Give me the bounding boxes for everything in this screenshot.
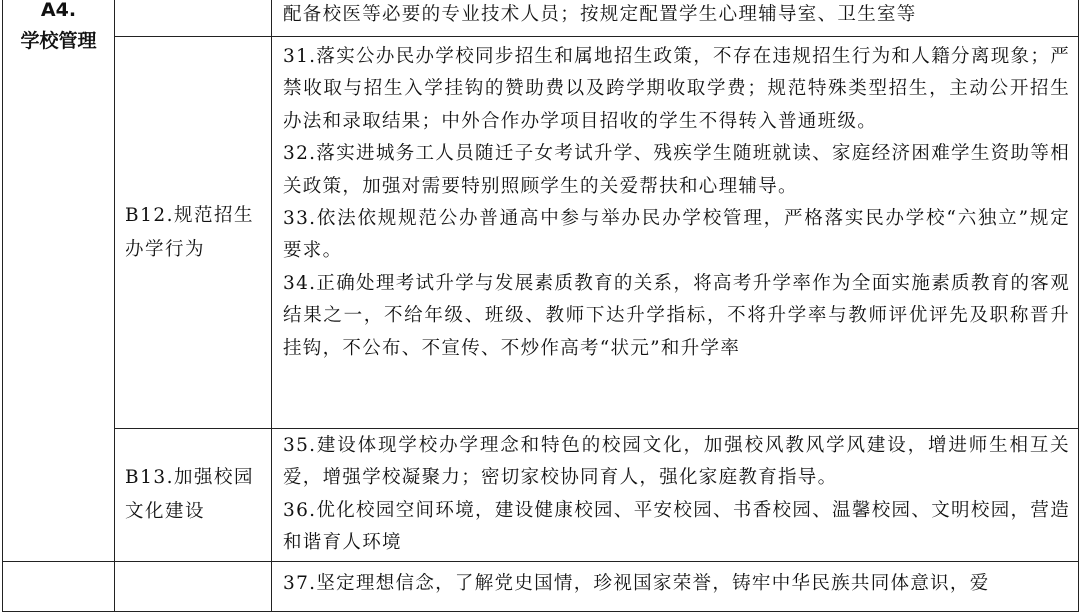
subcategory-b12: B12.规范招生办学行为	[115, 37, 272, 429]
subcategory-cell-empty	[115, 562, 272, 612]
table-row-bottom	[3, 562, 1079, 612]
item-35: 35.建设体现学校办学理念和特色的校园文化，加强校风教风学风建设，增进师生相互关爱，增强学校凝聚力；密切家校协同育人，强化家庭教育指导。	[283, 435, 1070, 489]
category-name: 学校管理	[20, 30, 97, 52]
item-36: 36.优化校园空间环境，建设健康校园、平安校园、书香校园、温馨校园、文明校园，营造和谐育人环境	[283, 499, 1070, 554]
table-row-b13	[3, 429, 1079, 562]
content-cell-b12	[272, 37, 1079, 429]
item-33: 33.依法依规规范公办普通高中参与举办民办学校管理，严格落实民办学校“六独立”规定要求。	[283, 208, 1070, 262]
table-row-b12	[3, 37, 1079, 429]
content-cell-bottom	[272, 562, 1079, 612]
content-cell-b13	[272, 429, 1079, 562]
item-32: 32.落实进城务工人员随迁子女考试升学、残疾学生随班就读、家庭经济困难学生资助等相关政策，加强对需要特别照顾学生的关爱帮扶和心理辅导。	[283, 143, 1070, 197]
content-text: 配备校医等必要的专业技术人员；按规定配置学生心理辅导室、卫生室等	[283, 4, 917, 25]
table-row-top	[3, 0, 1079, 37]
category-code: A4.	[40, 0, 77, 21]
subcategory-cell-empty	[115, 0, 272, 37]
subcategory-b13: B13.加强校园文化建设	[115, 429, 272, 562]
content-cell-top	[272, 0, 1079, 37]
item-34: 34.正确处理考试升学与发展素质教育的关系，将高考升学率作为全面实施素质教育的客观结果之一，不给年级、班级、教师下达升学指标，不将升学率与教师评优评先及职称晋升挂钩，不公布、不宣传、不炒作高考“状元”和升学率	[283, 272, 1070, 359]
evaluation-table	[2, 0, 1079, 612]
category-cell	[3, 0, 115, 562]
item-37: 37.坚定理想信念，了解党史国情，珍视国家荣誉，铸牢中华民族共同体意识，爱	[283, 573, 990, 594]
item-31: 31.落实公办民办学校同步招生和属地招生政策，不存在违规招生行为和人籍分离现象；严禁收取与招生入学挂钩的赞助费以及跨学期收取学费；规范特殊类型招生，主动公开招生办法和录取结果；中外合作办学项目招收的学生不得转入普通班级。	[283, 46, 1070, 132]
category-cell-empty	[3, 562, 115, 612]
